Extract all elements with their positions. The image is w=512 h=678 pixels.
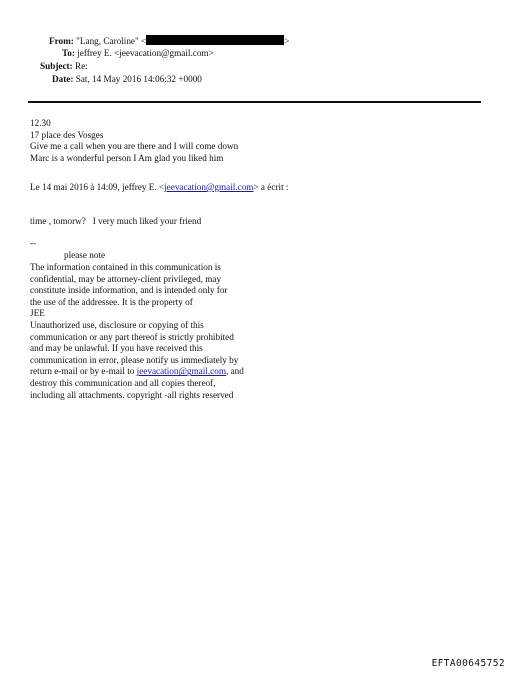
bates-number: EFTA00645752 [431,658,505,669]
body-line: 12.30 [30,118,51,128]
quote-intro-suffix: > a écrit : [253,182,289,192]
disclaimer-line: JEE [30,308,45,319]
body-line: Give me a call when you are there and I will come down [30,141,239,152]
signature-separator: -- [30,238,37,248]
body-line: Marc is a wonderful person I Am glad you liked him [30,152,224,163]
disclaimer-line: communication or any part thereof is strictly prohibited [30,331,234,342]
disclaimer-line: including all attachments. copyright -all rights reserved [30,389,234,400]
subject-row [40,60,88,72]
body-line: 17 place des Vosges [30,129,104,140]
disclaimer [30,262,244,401]
from-close: > [284,36,290,46]
header-divider [28,101,481,103]
date-row [52,73,202,85]
return-prefix: return e-mail or by e-mail to [30,366,137,377]
quoted-message: time , tomorw? I very much liked your friend [30,216,202,226]
note-heading: please note [64,250,106,260]
disclaimer-line: destroy this communication and all copies thereof, [30,377,216,388]
date-value: Sat, 14 May 2016 14:06:32 +0000 [75,74,202,84]
redaction-bar [146,35,284,45]
quote-email-link[interactable]: jeevacation@gmail.com [164,182,254,192]
disclaimer-line: communication in error, please notify us immediately by [30,354,239,365]
disclaimer-line: Unauthorized use, disclosure or copying of this [30,319,204,330]
return-suffix: , and [225,366,244,377]
disclaimer-line: and may be unlawful. If you have received this [30,343,203,354]
from-row [49,35,289,47]
disclaimer-line: confidential, may be attorney-client privileged, may [30,273,222,284]
to-row [62,47,214,59]
return-email-link[interactable]: jeevacation@gmail.com [136,366,226,377]
subject-value: Re: [74,61,88,71]
from-label: From: [49,36,74,46]
disclaimer-line: constitute inside information, and is intended only for [30,285,228,296]
disclaimer-return-line [30,366,244,378]
from-value: "Lang, Caroline" < [76,36,147,46]
date-label: Date: [52,74,74,84]
to-label: To: [62,48,75,58]
disclaimer-line: the use of the addressee. It is the property of [30,296,193,307]
subject-label: Subject: [40,61,73,71]
quote-intro-prefix: Le 14 mai 2016 à 14:09, jeffrey E. < [30,182,165,192]
to-value: jeffrey E. <jeevacation@gmail.com> [77,48,214,58]
quote-intro [30,182,288,194]
message-body [30,118,238,164]
disclaimer-line: The information contained in this communication is [30,262,221,272]
